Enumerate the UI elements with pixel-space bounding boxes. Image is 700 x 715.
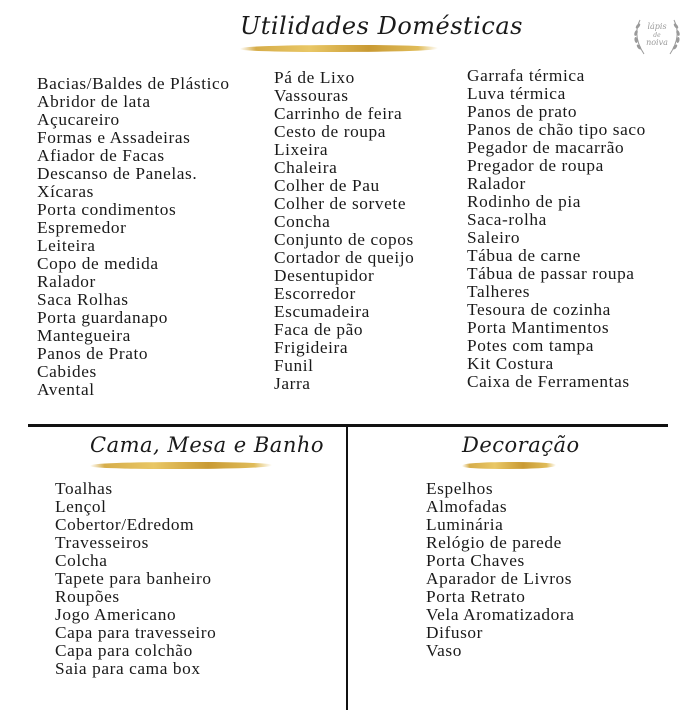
heading-underline-decoracao — [462, 462, 556, 469]
list-item: Tesoura de cozinha — [467, 300, 611, 319]
list-item: Cortador de queijo — [274, 248, 415, 267]
section-title-decoracao: Decoração — [462, 433, 580, 457]
list-item: Desentupidor — [274, 266, 375, 285]
list-item: Copo de medida — [37, 254, 159, 273]
list-item: Porta Chaves — [426, 551, 525, 570]
list-item: Panos de chão tipo saco — [467, 120, 646, 139]
list-item: Leiteira — [37, 236, 96, 255]
list-item: Lençol — [55, 497, 107, 516]
list-item: Capa para colchão — [55, 641, 193, 660]
list-item: Panos de prato — [467, 102, 578, 121]
list-item: Capa para travesseiro — [55, 623, 217, 642]
list-item: Saia para cama box — [55, 659, 201, 678]
list-item: Frigideira — [274, 338, 349, 357]
list-item: Jarra — [274, 374, 311, 393]
list-item: Kit Costura — [467, 354, 554, 373]
list-item: Porta Retrato — [426, 587, 526, 606]
list-item: Saca Rolhas — [37, 290, 129, 309]
list-item: Funil — [274, 356, 314, 375]
list-item: Tábua de passar roupa — [467, 264, 635, 283]
list-item: Escumadeira — [274, 302, 370, 321]
list-item: Ralador — [37, 272, 96, 291]
list-item: Porta Mantimentos — [467, 318, 610, 337]
list-item: Concha — [274, 212, 331, 231]
list-item: Espelhos — [426, 479, 494, 498]
list-item: Saca-rolha — [467, 210, 547, 229]
section-title-utilidades: Utilidades Domésticas — [240, 12, 523, 40]
list-item: Tábua de carne — [467, 246, 581, 265]
list-item: Aparador de Livros — [426, 569, 573, 588]
list-item: Bacias/Baldes de Plástico — [37, 74, 230, 93]
list-item: Tapete para banheiro — [55, 569, 212, 588]
logo-text-line3: noiva — [646, 38, 668, 47]
list-item: Colher de Pau — [274, 176, 380, 195]
list-item: Roupões — [55, 587, 120, 606]
heading-underline-cama — [90, 462, 272, 469]
section-title-cama: Cama, Mesa e Banho — [90, 433, 325, 457]
list-item: Chaleira — [274, 158, 338, 177]
utilidades-column-2 — [274, 69, 414, 393]
list-item: Vaso — [426, 641, 462, 660]
list-item: Ralador — [467, 174, 526, 193]
list-item: Luminária — [426, 515, 504, 534]
list-item: Cabides — [37, 362, 97, 381]
list-item: Descanso de Panelas. — [37, 164, 198, 183]
list-item: Espremedor — [37, 218, 127, 237]
list-item: Afiador de Facas — [37, 146, 165, 165]
vertical-divider — [346, 426, 348, 710]
list-item: Porta guardanapo — [37, 308, 169, 327]
list-item: Porta condimentos — [37, 200, 177, 219]
utilidades-column-3 — [467, 67, 646, 391]
list-item: Talheres — [467, 282, 531, 301]
list-item: Cesto de roupa — [274, 122, 387, 141]
list-item: Relógio de parede — [426, 533, 562, 552]
list-item: Panos de Prato — [37, 344, 149, 363]
decoracao-list — [426, 480, 575, 660]
list-item: Avental — [37, 380, 95, 399]
list-item: Pá de Lixo — [274, 68, 355, 87]
list-item: Escorredor — [274, 284, 356, 303]
list-item: Toalhas — [55, 479, 113, 498]
heading-underline-utilidades — [240, 45, 438, 52]
list-item: Saleiro — [467, 228, 521, 247]
list-item: Carrinho de feira — [274, 104, 403, 123]
utilidades-column-1 — [37, 75, 230, 399]
list-item: Faca de pão — [274, 320, 364, 339]
list-item: Formas e Assadeiras — [37, 128, 191, 147]
list-item: Açucareiro — [37, 110, 120, 129]
list-item: Pregador de roupa — [467, 156, 604, 175]
list-item: Vela Aromatizadora — [426, 605, 575, 624]
horizontal-divider — [28, 424, 668, 427]
list-item: Travesseiros — [55, 533, 149, 552]
list-item: Colcha — [55, 551, 108, 570]
list-item: Vassouras — [274, 86, 349, 105]
list-item: Colher de sorvete — [274, 194, 407, 213]
list-item: Luva térmica — [467, 84, 566, 103]
list-item: Caixa de Ferramentas — [467, 372, 630, 391]
list-item: Abridor de lata — [37, 92, 151, 111]
list-item: Difusor — [426, 623, 483, 642]
logo-text-line1: lápis — [647, 22, 667, 31]
list-item: Potes com tampa — [467, 336, 595, 355]
list-item: Jogo Americano — [55, 605, 177, 624]
list-item: Almofadas — [426, 497, 508, 516]
logo-text-line2: de — [653, 32, 661, 39]
list-item: Mantegueira — [37, 326, 131, 345]
list-item: Rodinho de pia — [467, 192, 581, 211]
cama-mesa-banho-list — [55, 480, 216, 678]
brand-logo — [628, 12, 686, 62]
list-item: Lixeira — [274, 140, 329, 159]
list-item: Conjunto de copos — [274, 230, 414, 249]
list-item: Garrafa térmica — [467, 66, 585, 85]
list-item: Xícaras — [37, 182, 94, 201]
list-item: Pegador de macarrão — [467, 138, 625, 157]
list-item: Cobertor/Edredom — [55, 515, 195, 534]
